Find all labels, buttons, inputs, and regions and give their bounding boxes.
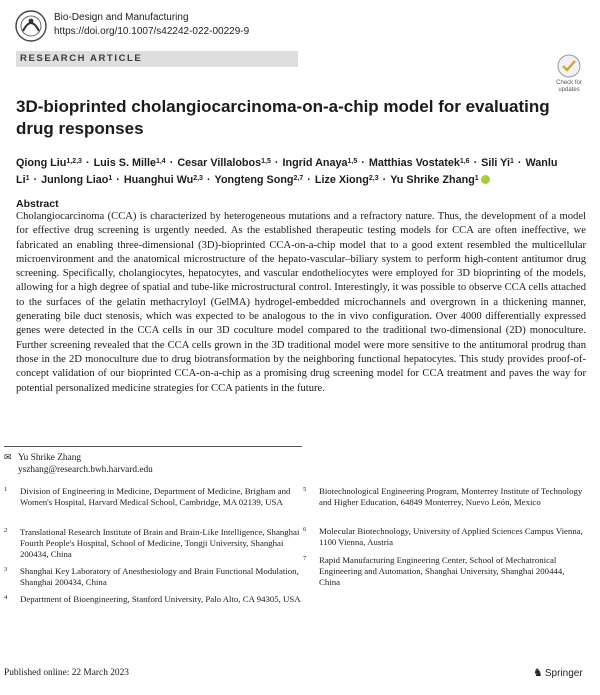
author-separator: · xyxy=(517,157,522,169)
author-affiliation-marker: 1 xyxy=(25,175,30,182)
check-updates-icon xyxy=(557,54,581,78)
publisher-logo xyxy=(533,666,583,679)
author-separator: · xyxy=(206,174,211,186)
author-name: Huanghui Wu xyxy=(123,174,194,186)
author-name: Junlong Liao xyxy=(41,174,109,186)
affiliation-text: Molecular Biotechnology, University of Applied Sciences Campus Vienna, 1100 Vienna, Austria xyxy=(319,526,583,548)
author-affiliation-marker: 2,7 xyxy=(293,175,304,182)
affiliation-number: 4 xyxy=(4,594,8,601)
author-name: Matthias Vostatek xyxy=(368,157,460,169)
author-affiliation-marker: 1,2,3 xyxy=(66,158,82,165)
affiliation-text: Rapid Manufacturing Engineering Center, School of Mechatronical Engineering and Automation, Shanghai University, Shanghai 200444, China xyxy=(319,555,565,588)
affiliation-1 xyxy=(4,486,307,508)
affiliation-text: Translational Research Institute of Brain and Brain-Like Intelligence, Shanghai Fourth People's Hospital, School of Medicine, Tongji University, Shanghai 200434, China xyxy=(20,527,300,560)
doi-link[interactable]: https://doi.org/10.1007/s42242-022-00229-9 xyxy=(54,26,250,37)
author-separator: · xyxy=(274,157,279,169)
article-title xyxy=(16,96,576,140)
abstract-text: Cholangiocarcinoma (CCA) is characterized by heterogeneous mutations and a refractory nature. Thus, the development of a model for effective drug screening is urgently needed. As the established therapeutic testing models for CCA are often ineffective, we fabricated an enabling three-dimensional (3D)-bioprinted CCA-on-a-chip model that to a good extent resembled the multicellular microenvironment and the anatomical microstructure of the hepato-vascular–biliary system to perform high-content antitumor drug screening. Specifically, cholangiocytes, hepatocytes, and vascular endotheliocytes were employed for 3D bioprinting of the models, allowing for a high degree of spatial and tube-like microstructural control. Interestingly, it was possible to observe CCA cells attached to the surfaces of the gelatin methacryloyl (GelMA) hydrogel-embedded microchannels and overgrown in a thickening manner, generating bile duct stenosis, which was expected to be analogous to the in vivo configuration. Over 4000 differentially expressed genes were detected in the CCA cells in our 3D coculture model compared to the traditional two-dimensional (2D) monoculture. Further screening revealed that the CCA cells grown in the 3D traditional model were more sensitive to the antitumoral prodrug than those in the 2D monoculture due to drug biotransformation by the neighboring functional hepatocytes. This study provides proof-of-concept validation of our bioprinted CCA-on-a-chip as a promising drug screening model for CCA treatment and paves the way for potential personalized medicine strategies for CCA patients in the future. xyxy=(16,211,586,394)
author-name: Lize Xiong xyxy=(314,174,369,186)
author-affiliation-marker: 2,3 xyxy=(368,175,379,182)
affiliation-2 xyxy=(4,527,304,561)
affiliation-text: Shanghai Key Laboratory of Anesthesiology and Brain Functional Modulation, Shanghai 200434, China xyxy=(20,566,299,588)
author-separator: · xyxy=(473,157,478,169)
journal-header xyxy=(54,11,249,39)
affiliation-text: Division of Engineering in Medicine, Department of Medicine, Brigham and Women's Hospital, Harvard Medical School, Cambridge, MA 02139, USA xyxy=(20,486,291,508)
author-name: Wanlu Li xyxy=(16,157,558,186)
author-list xyxy=(16,155,588,189)
affiliation-4 xyxy=(4,594,304,605)
check-updates-line1: Check for xyxy=(556,80,582,86)
affiliation-number: 6 xyxy=(303,526,307,533)
journal-logo xyxy=(14,9,48,43)
author-affiliation-marker: 1,4 xyxy=(155,158,166,165)
author-separator: · xyxy=(85,157,90,169)
springer-horse-icon: ♞ xyxy=(533,667,543,679)
article-type-bar: RESEARCH ARTICLE xyxy=(16,51,298,67)
affiliation-5 xyxy=(303,486,585,508)
correspondence-email[interactable]: yszhang@research.bwh.harvard.edu xyxy=(18,465,153,475)
author-separator: · xyxy=(169,157,174,169)
author-name: Yu Shrike Zhang xyxy=(390,174,475,186)
journal-name: Bio-Design and Manufacturing xyxy=(54,12,189,23)
author-separator: · xyxy=(382,174,387,186)
author-affiliation-marker: 1,5 xyxy=(261,158,271,165)
affiliation-number: 3 xyxy=(4,566,8,573)
author-name: Sili Yi xyxy=(481,157,510,169)
correspondence-block xyxy=(4,451,304,476)
envelope-icon: ✉ xyxy=(4,452,12,462)
author-name: Qiong Liu xyxy=(16,157,67,169)
author-separator: · xyxy=(116,174,120,186)
author-name: Cesar Villalobos xyxy=(177,157,262,169)
author-separator: · xyxy=(361,157,365,169)
affiliation-6 xyxy=(303,526,585,548)
author-affiliation-marker: 1,6 xyxy=(459,158,470,165)
author-name: Ingrid Anaya xyxy=(282,157,348,169)
author-name: Yongteng Song xyxy=(214,174,294,186)
footnote-divider xyxy=(4,446,302,447)
author-affiliation-marker: 1 xyxy=(474,175,479,182)
title-line-1: 3D-bioprinted cholangiocarcinoma-on-a-chip model for evaluating xyxy=(16,97,550,116)
affiliation-text: Department of Bioengineering, Stanford University, Palo Alto, CA 94305, USA xyxy=(20,594,301,604)
affiliation-number: 7 xyxy=(303,555,307,562)
affiliation-number: 5 xyxy=(303,486,307,493)
affiliation-number: 1 xyxy=(4,486,8,493)
author-name: Luis S. Mille xyxy=(93,157,156,169)
author-affiliation-marker: 1,5 xyxy=(347,158,358,165)
author-separator: · xyxy=(33,174,38,186)
published-date: Published online: 22 March 2023 xyxy=(4,668,129,678)
author-affiliation-marker: 1 xyxy=(108,175,113,182)
author-separator: · xyxy=(307,174,311,186)
affiliation-text: Biotechnological Engineering Program, Monterrey Institute of Technology and Higher Education, 64849 Monterrey, Nuevo León, Mexico xyxy=(319,486,583,508)
check-updates-line2: updates xyxy=(558,87,580,93)
affiliation-7 xyxy=(303,555,585,589)
correspondence-name: Yu Shrike Zhang xyxy=(18,453,82,463)
orcid-icon[interactable] xyxy=(481,175,490,184)
affiliation-3 xyxy=(4,566,304,588)
title-line-2: drug responses xyxy=(16,119,144,138)
author-affiliation-marker: 2,3 xyxy=(193,175,203,182)
author-affiliation-marker: 1 xyxy=(509,158,514,165)
abstract-heading: Abstract xyxy=(16,198,59,210)
check-for-updates-button[interactable] xyxy=(552,54,586,94)
affiliation-number: 2 xyxy=(4,527,8,534)
publisher-name: Springer xyxy=(544,668,583,679)
